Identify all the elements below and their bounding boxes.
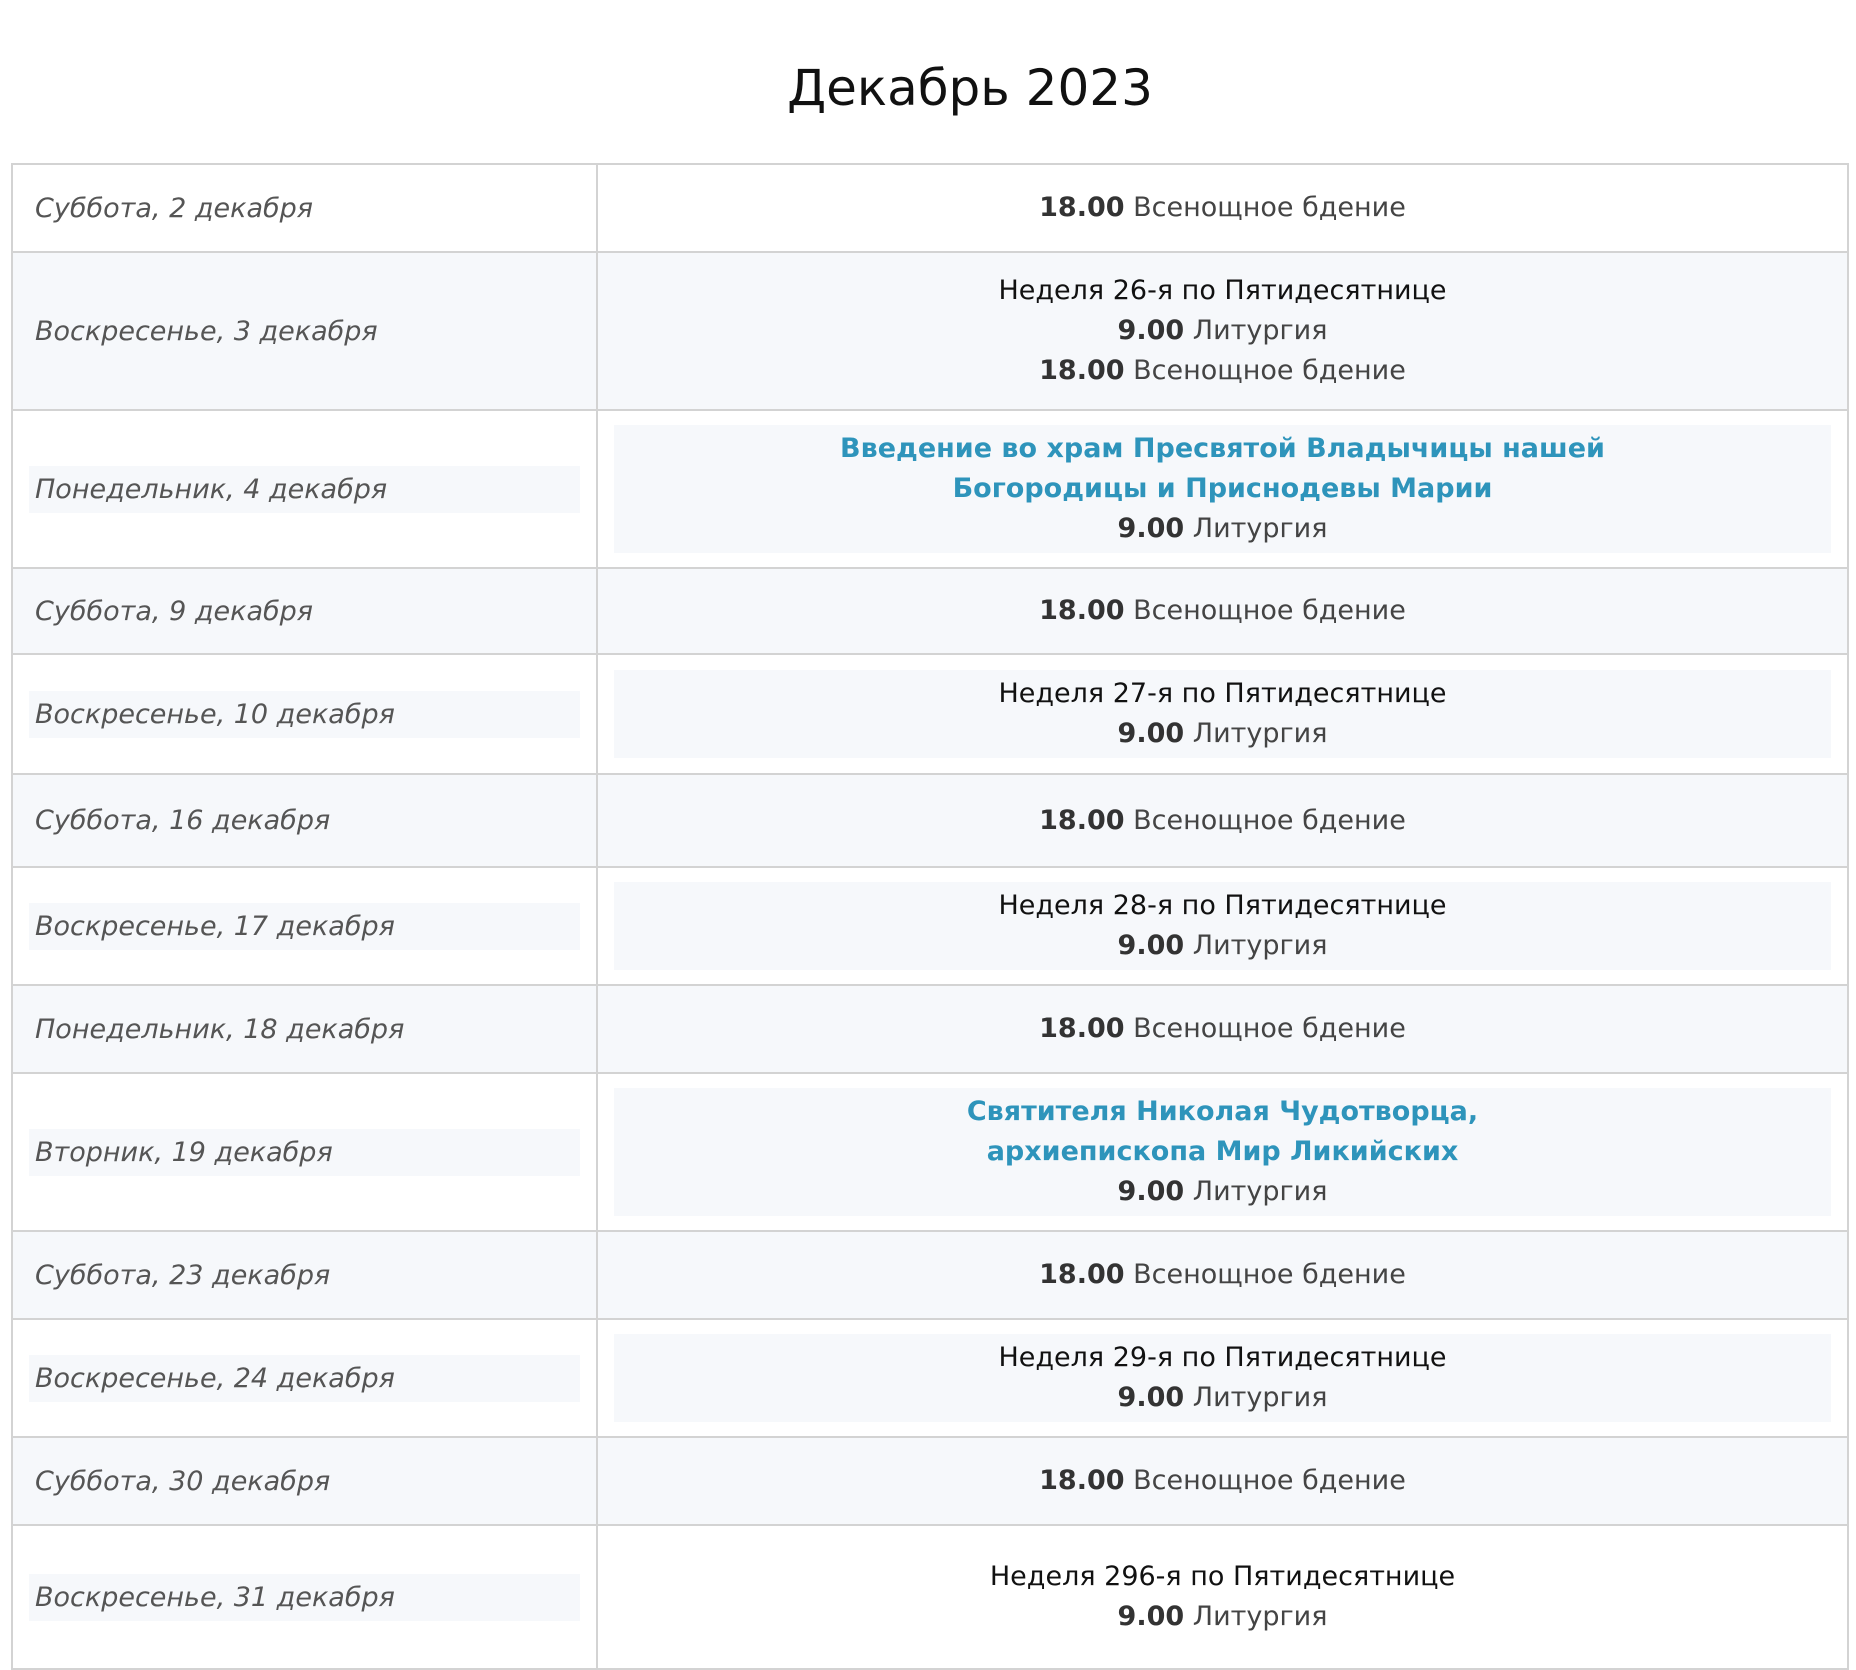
table-row [12, 654, 1848, 774]
date-label: Понедельник, 4 декабря [29, 466, 580, 513]
service-item [614, 1009, 1831, 1049]
feast-title-line: Богородицы и Приснодевы Марии [952, 473, 1493, 504]
date-label: Вторник, 19 декабря [29, 1129, 580, 1176]
service-item [614, 714, 1831, 754]
service-name: Литургия [1192, 718, 1328, 749]
date-cell [12, 1437, 597, 1525]
date-label: Суббота, 16 декабря [35, 805, 331, 836]
service-name: Всенощное бдение [1133, 595, 1406, 626]
table-row [12, 1319, 1848, 1437]
table-row [12, 774, 1848, 867]
date-cell [12, 1073, 597, 1231]
service-item [614, 1461, 1831, 1501]
service-list [614, 670, 1831, 758]
feast-title-line: архиепископа Мир Ликийских [986, 1136, 1459, 1167]
table-row [12, 985, 1848, 1073]
table-row [12, 1231, 1848, 1319]
service-name: Литургия [1192, 513, 1328, 544]
service-item [614, 351, 1831, 391]
service-cell [597, 410, 1848, 568]
service-cell [597, 252, 1848, 410]
service-name: Литургия [1192, 1382, 1328, 1413]
service-item [614, 188, 1831, 228]
service-item [614, 801, 1831, 841]
service-time: 18.00 [1039, 1259, 1125, 1290]
table-row [12, 1437, 1848, 1525]
service-cell [597, 985, 1848, 1073]
service-list [614, 1005, 1831, 1053]
service-item [614, 1255, 1831, 1295]
service-name: Литургия [1192, 930, 1328, 961]
date-cell [12, 867, 597, 985]
table-row [12, 164, 1848, 252]
date-label: Суббота, 9 декабря [35, 595, 314, 627]
date-label: Воскресенье, 10 декабря [29, 691, 580, 738]
service-list [614, 1088, 1831, 1216]
service-list [614, 797, 1831, 845]
service-item [614, 1172, 1831, 1212]
table-row [12, 252, 1848, 410]
service-name: Всенощное бдение [1133, 804, 1406, 836]
date-cell [12, 985, 597, 1073]
week-title: Неделя 28-я по Пятидесятнице [998, 890, 1447, 921]
service-list [614, 1457, 1831, 1505]
service-cell [597, 774, 1848, 867]
date-cell [12, 1319, 597, 1437]
service-time: 9.00 [1117, 718, 1185, 749]
date-label: Воскресенье, 17 декабря [29, 903, 580, 950]
date-cell [12, 1231, 597, 1319]
table-row [12, 1073, 1848, 1231]
service-time: 9.00 [1117, 315, 1185, 346]
service-list [614, 425, 1831, 553]
service-cell [597, 568, 1848, 654]
service-cell [597, 867, 1848, 985]
service-time: 18.00 [1039, 1013, 1125, 1044]
date-label: Суббота, 23 декабря [35, 1259, 331, 1291]
date-label: Воскресенье, 3 декабря [35, 315, 378, 347]
service-item [614, 509, 1831, 549]
service-list [614, 184, 1831, 232]
service-list [614, 1251, 1831, 1299]
date-label: Суббота, 2 декабря [35, 192, 314, 224]
service-name: Всенощное бдение [1133, 1259, 1406, 1290]
service-item [614, 311, 1831, 351]
date-cell [12, 774, 597, 867]
service-time: 18.00 [1039, 192, 1125, 223]
service-cell [597, 1437, 1848, 1525]
service-list [614, 267, 1831, 395]
service-list [614, 1334, 1831, 1422]
feast-title-line: Святителя Николая Чудотворца, [966, 1096, 1479, 1127]
service-cell [597, 1231, 1848, 1319]
service-time: 9.00 [1117, 1176, 1185, 1207]
service-item [614, 1597, 1831, 1637]
service-list [614, 1553, 1831, 1641]
date-label: Суббота, 30 декабря [35, 1465, 331, 1497]
service-time: 9.00 [1117, 1601, 1185, 1632]
service-item [614, 591, 1831, 631]
table-row [12, 410, 1848, 568]
date-cell [12, 252, 597, 410]
week-title: Неделя 27-я по Пятидесятнице [998, 678, 1447, 709]
week-title: Неделя 29-я по Пятидесятнице [998, 1342, 1447, 1373]
table-row [12, 1525, 1848, 1669]
service-cell [597, 1073, 1848, 1231]
date-cell [12, 164, 597, 252]
table-row [12, 568, 1848, 654]
service-cell [597, 1525, 1848, 1669]
service-name: Литургия [1192, 1601, 1328, 1632]
week-title: Неделя 26-я по Пятидесятнице [998, 275, 1447, 306]
service-item [614, 926, 1831, 966]
schedule-table [11, 163, 1849, 1670]
feast-title-line: Введение во храм Пресвятой Владычицы нашей [840, 433, 1605, 464]
date-cell [12, 568, 597, 654]
week-title: Неделя 296-я по Пятидесятнице [989, 1561, 1456, 1592]
service-cell [597, 1319, 1848, 1437]
service-name: Всенощное бдение [1133, 1013, 1406, 1044]
service-name: Литургия [1192, 315, 1328, 346]
service-time: 18.00 [1039, 595, 1125, 626]
service-item [614, 1378, 1831, 1418]
date-label: Воскресенье, 31 декабря [29, 1574, 580, 1621]
service-cell [597, 164, 1848, 252]
service-time: 18.00 [1039, 1465, 1125, 1496]
service-time: 9.00 [1117, 513, 1185, 544]
table-row [12, 867, 1848, 985]
service-time: 18.00 [1039, 804, 1125, 836]
date-label: Воскресенье, 24 декабря [29, 1355, 580, 1402]
service-name: Всенощное бдение [1133, 192, 1406, 223]
date-label: Понедельник, 18 декабря [35, 1013, 405, 1045]
service-time: 9.00 [1117, 1382, 1185, 1413]
date-cell [12, 410, 597, 568]
date-cell [12, 654, 597, 774]
service-time: 9.00 [1117, 930, 1185, 961]
service-name: Всенощное бдение [1133, 355, 1406, 386]
service-name: Всенощное бдение [1133, 1465, 1406, 1496]
service-list [614, 587, 1831, 635]
service-cell [597, 654, 1848, 774]
service-list [614, 882, 1831, 970]
page-title: Декабрь 2023 [787, 59, 1153, 117]
date-cell [12, 1525, 597, 1669]
service-time: 18.00 [1039, 355, 1125, 386]
service-name: Литургия [1192, 1176, 1328, 1207]
